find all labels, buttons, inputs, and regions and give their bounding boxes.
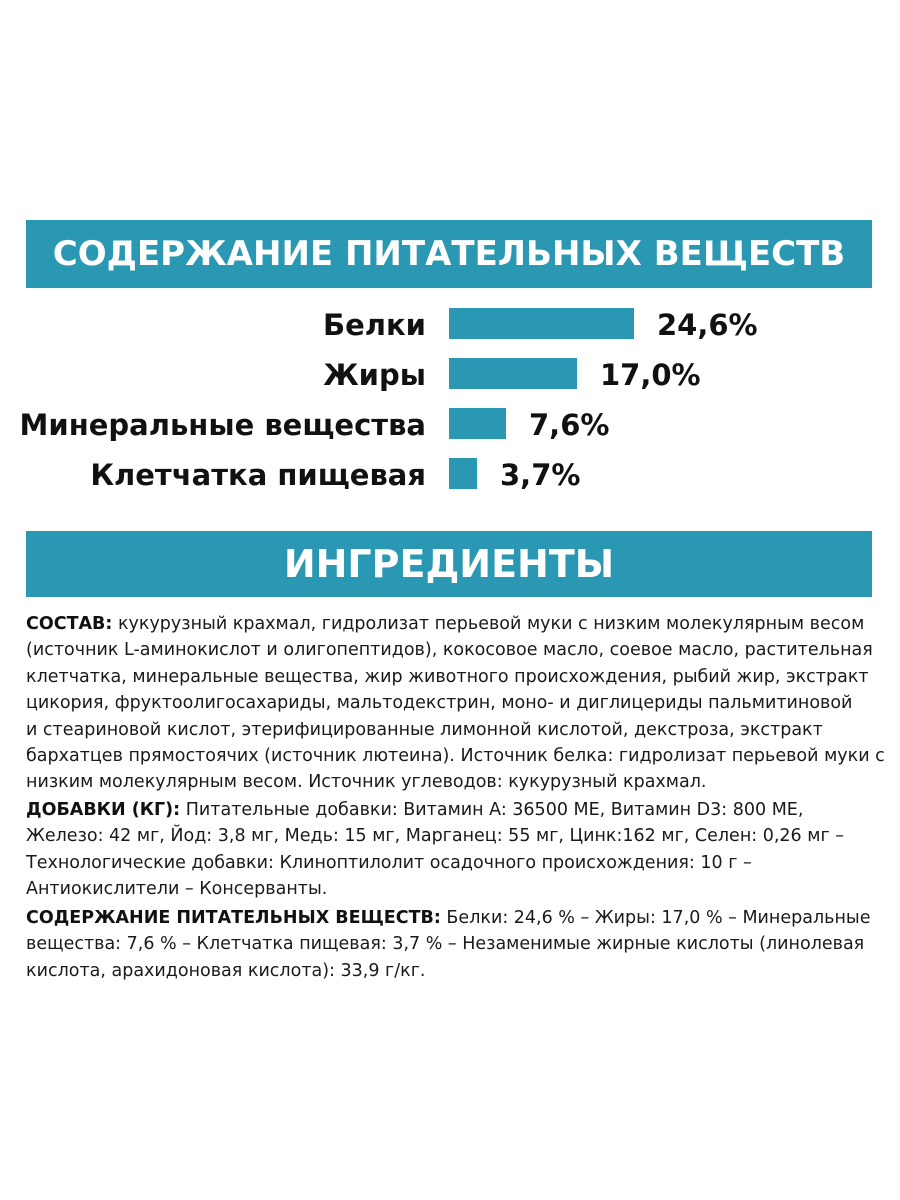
nutrient-bar-chart <box>0 300 900 500</box>
additives-line-1-text: Питательные добавки: Витамин A: 36500 МЕ, Витамин D3: 800 МЕ, <box>180 800 804 820</box>
composition-line-5: и стеариновой кислот, этерифицированные лимонной кислотой, декстроза, экстракт <box>26 719 823 740</box>
composition-line-1 <box>26 611 876 637</box>
category-label: Клетчатка пищевая <box>90 458 426 492</box>
additives-line-1 <box>26 797 876 823</box>
category-label: Белки <box>322 308 426 342</box>
additives-lead: ДОБАВКИ (КГ): <box>26 800 181 820</box>
composition-line-6: бархатцев прямостоячих (источник лютеина). Источник белка: гидролизат перьевой муки с <box>26 746 885 767</box>
nutrient-text-lead: СОДЕРЖАНИЕ ПИТАТЕЛЬНЫХ ВЕЩЕСТВ: <box>26 908 441 928</box>
composition-lead: СОСТАВ: <box>26 614 113 634</box>
category-label: Жиры <box>323 358 426 392</box>
value-label: 3,7% <box>500 458 581 492</box>
bar <box>449 358 577 389</box>
value-label: 17,0% <box>600 358 701 392</box>
bar <box>449 458 477 489</box>
category-label: Минеральные вещества <box>19 408 426 442</box>
nutrients-header: СОДЕРЖАНИЕ ПИТАТЕЛЬНЫХ ВЕЩЕСТВ <box>26 220 872 288</box>
chart-row <box>0 450 900 500</box>
additives-line-3: Технологические добавки: Клиноптилолит осадочного происхождения: 10 г – <box>26 852 752 873</box>
composition-line-7: низким молекулярным весом. Источник углеводов: кукурузный крахмал. <box>26 772 707 793</box>
composition-line-3: клетчатка, минеральные вещества, жир животного происхождения, рыбий жир, экстракт <box>26 666 869 687</box>
chart-row <box>0 400 900 450</box>
composition-paragraph <box>26 611 885 796</box>
value-label: 24,6% <box>657 308 758 342</box>
nutrient-text-line-2: вещества: 7,6 % – Клетчатка пищевая: 3,7 % – Незаменимые жирные кислоты (линолевая <box>26 934 865 955</box>
nutrient-content-paragraph <box>26 905 876 984</box>
nutrient-text-line-1 <box>26 905 876 931</box>
nutrient-text-line-3: кислота, арахидоновая кислота): 33,9 г/кг. <box>26 960 426 981</box>
additives-paragraph <box>26 797 876 903</box>
bar <box>449 308 634 339</box>
composition-line-4: цикория, фруктоолигосахариды, мальтодекстрин, моно- и диглицериды пальмитиновой <box>26 693 853 714</box>
nutrient-text-line-1-text: Белки: 24,6 % – Жиры: 17,0 % – Минеральные <box>440 908 871 928</box>
ingredients-header: ИНГРЕДИЕНТЫ <box>26 531 872 597</box>
composition-line-2: (источник L-аминокислот и олигопептидов), кокосовое масло, соевое масло, растительная <box>26 640 873 661</box>
chart-row <box>0 350 900 400</box>
value-label: 7,6% <box>529 408 610 442</box>
bar <box>449 408 506 439</box>
chart-row <box>0 300 900 350</box>
additives-line-2: Железо: 42 мг, Йод: 3,8 мг, Медь: 15 мг, Марганец: 55 мг, Цинк:162 мг, Селен: 0,26 мг – <box>26 826 844 847</box>
additives-line-4: Антиокислители – Консерванты. <box>26 879 328 900</box>
composition-line-1-text: кукурузный крахмал, гидролизат перьевой муки с низким молекулярным весом <box>112 614 865 634</box>
